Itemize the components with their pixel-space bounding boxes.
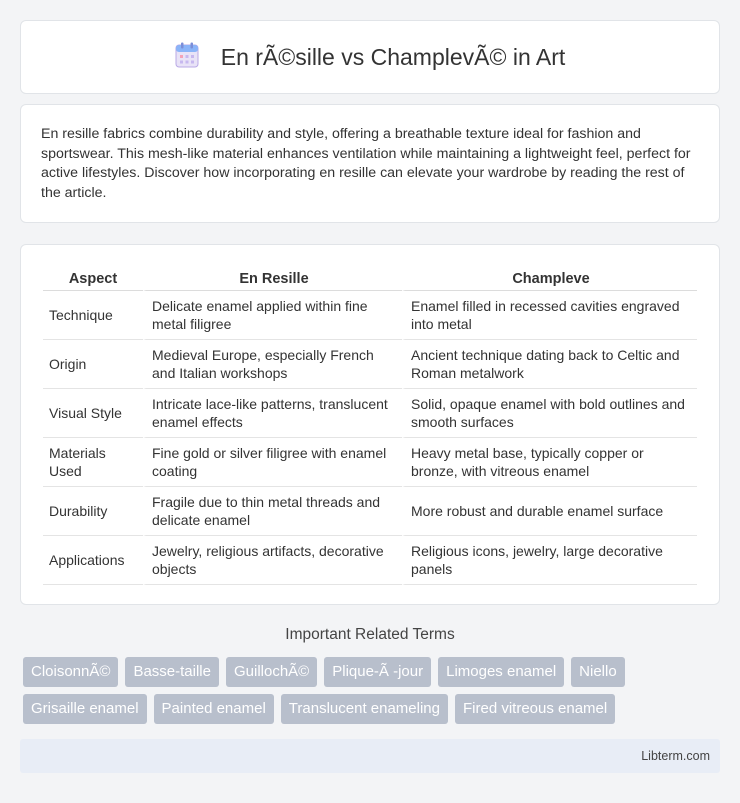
table-row [43,536,697,585]
cell-en-resille: Delicate enamel applied within fine metal filigree [143,291,402,340]
page-title: En rÃ©sille vs ChamplevÃ© in Art [220,43,566,70]
tag-translucent-enameling[interactable]: Translucent enameling [281,694,448,724]
cell-aspect: Origin [43,340,143,389]
cell-champleve: Ancient technique dating back to Celtic and Roman metalwork [402,340,697,389]
header-champleve: Champleve [402,267,697,291]
cell-en-resille: Jewelry, religious artifacts, decorative objects [143,536,402,585]
tag-grisaille-enamel[interactable]: Grisaille enamel [23,694,147,724]
tag-basse-taille[interactable]: Basse-taille [125,657,219,687]
footer-brand-link[interactable]: Libterm.com [641,749,710,763]
cell-aspect: Technique [43,291,143,340]
tag-guilloche[interactable]: GuillochÃ© [226,657,317,687]
intro-card [20,104,720,223]
cell-champleve: Religious icons, jewelry, large decorative panels [402,536,697,585]
cell-en-resille: Fragile due to thin metal threads and delicate enamel [143,487,402,536]
comparison-card [20,244,720,605]
table-row [43,291,697,340]
cell-champleve: Heavy metal base, typically copper or bronze, with vitreous enamel [402,438,697,487]
cell-en-resille: Intricate lace-like patterns, translucent enamel effects [143,389,402,438]
cell-en-resille: Fine gold or silver filigree with enamel coating [143,438,402,487]
cell-champleve: Solid, opaque enamel with bold outlines and smooth surfaces [402,389,697,438]
related-terms-list [23,657,723,724]
calendar-icon [175,42,199,73]
cell-aspect: Visual Style [43,389,143,438]
tag-plique-a-jour[interactable]: Plique-Ã -jour [324,657,431,687]
header [175,42,566,73]
cell-aspect: Applications [43,536,143,585]
tag-fired-vitreous-enamel[interactable]: Fired vitreous enamel [455,694,615,724]
comparison-table [43,267,697,585]
related-terms-title: Important Related Terms [285,626,455,643]
intro-paragraph: En resille fabrics combine durability and style, offering a breathable texture ideal for fashion and sportswear. This mesh-like material enhances ventilation while maintaining a lightweight feel, perfect for active lifestyles. Discover how incorporating en resille can elevate your wardrobe by reading the rest of the article. [41,126,691,201]
table-row [43,340,697,389]
table-row [43,487,697,536]
table-header-row [43,267,697,291]
header-en-resille: En Resille [143,267,402,291]
cell-aspect: Durability [43,487,143,536]
cell-champleve: Enamel filled in recessed cavities engraved into metal [402,291,697,340]
cell-champleve: More robust and durable enamel surface [402,487,697,536]
header-card [20,20,720,94]
table-row [43,438,697,487]
tag-limoges-enamel[interactable]: Limoges enamel [438,657,564,687]
table-row [43,389,697,438]
tag-painted-enamel[interactable]: Painted enamel [154,694,274,724]
tag-niello[interactable]: Niello [571,657,625,687]
tag-cloisonne[interactable]: CloisonnÃ© [23,657,118,687]
cell-aspect: Materials Used [43,438,143,487]
cell-en-resille: Medieval Europe, especially French and Italian workshops [143,340,402,389]
header-aspect: Aspect [43,267,143,291]
footer [20,739,720,773]
